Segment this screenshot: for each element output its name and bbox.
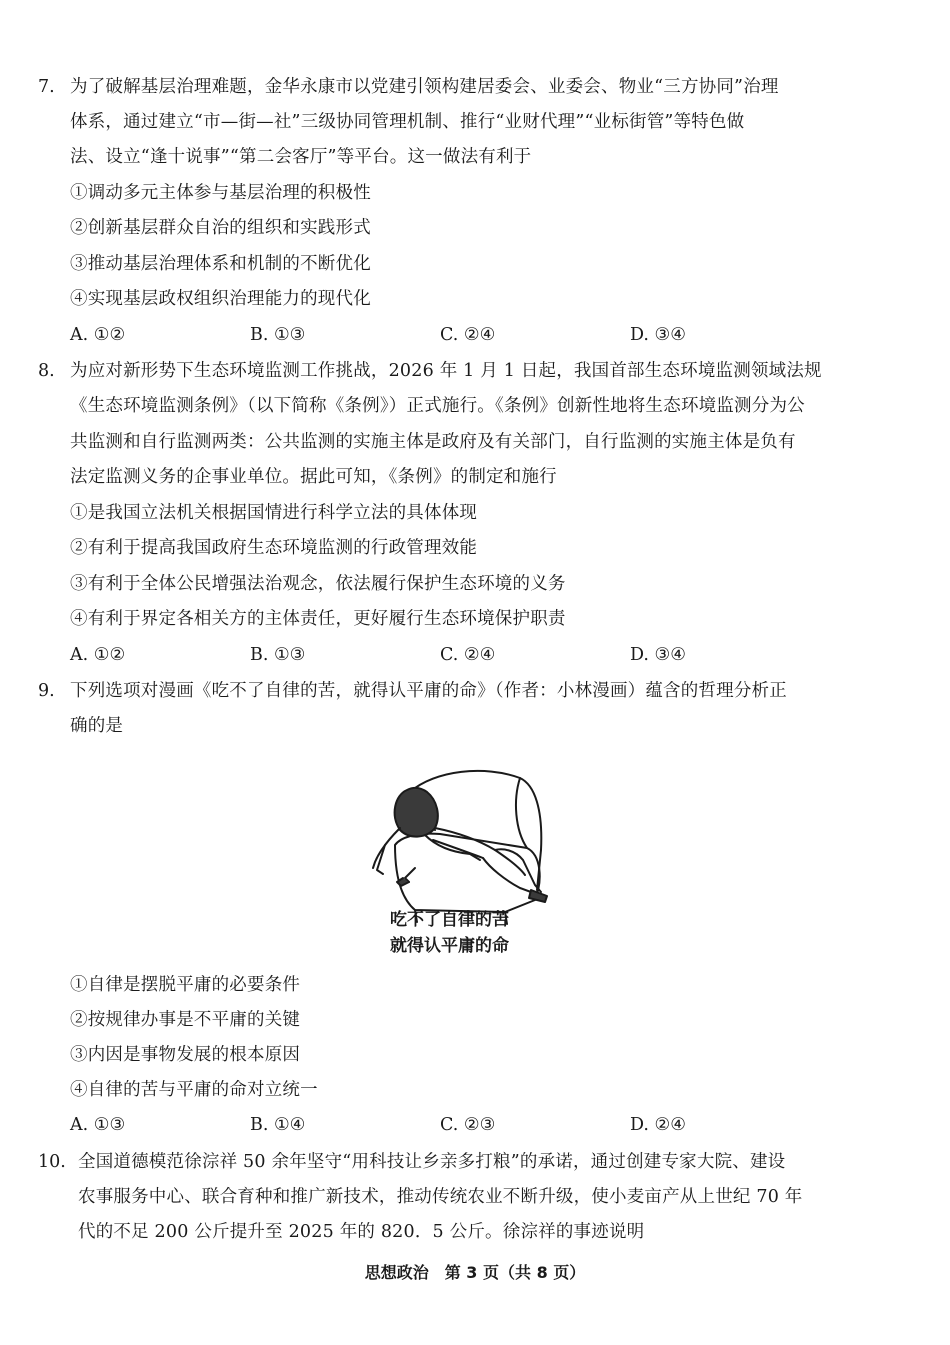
question-10-stem-line-2: 农事服务中心、联合育种和推广新技术，推动传统农业不断升级，使小麦亩产从上世纪 70 年 <box>78 1187 803 1207</box>
question-10-stem-line-1: 全国道德模范徐淙祥 50 余年坚守“用科技让乡亲多打粮”的承诺，通过创建专家大院、建设 <box>78 1152 786 1172</box>
question-8-stem-line-1: 为应对新形势下生态环境监测工作挑战，2026 年 1 月 1 日起，我国首部生态环境监测领域法规 <box>70 361 822 381</box>
question-7-choice-a[interactable]: A. ①② <box>70 325 126 345</box>
question-7-option-2: ②创新基层群众自治的组织和实践形式 <box>70 218 371 238</box>
question-9-choice-b[interactable]: B. ①④ <box>250 1115 306 1135</box>
question-10-stem-line-3: 代的不足 200 公斤提升至 2025 年的 820．5 公斤。徐淙祥的事迹说明 <box>78 1222 645 1242</box>
question-7-option-3: ③推动基层治理体系和机制的不断优化 <box>70 254 371 274</box>
question-7-choice-d[interactable]: D. ③④ <box>630 325 686 345</box>
question-8-number: 8. <box>38 361 55 381</box>
question-8-choice-a[interactable]: A. ①② <box>70 645 126 665</box>
question-9-stem-line-1: 下列选项对漫画《吃不了自律的苦，就得认平庸的命》（作者：小林漫画）蕴含的哲理分析正 <box>70 681 787 701</box>
question-8-option-2: ②有利于提高我国政府生态环境监测的行政管理效能 <box>70 538 478 558</box>
question-8-option-3: ③有利于全体公民增强法治观念，依法履行保护生态环境的义务 <box>70 574 566 594</box>
question-8-stem-line-3: 共监测和自行监测两类：公共监测的实施主体是政府及有关部门，自行监测的实施主体是负有 <box>70 432 796 452</box>
question-7-stem-line-2: 体系，通过建立“市—街—社”三级协同管理机制、推行“业财代理”“业标街管”等特色做 <box>70 112 745 132</box>
question-9-stem-line-2: 确的是 <box>70 716 124 736</box>
cartoon-caption-line-1: 吃不了自律的苦 <box>390 910 509 930</box>
question-8-stem-line-4: 法定监测义务的企事业单位。据此可知，《条例》的制定和施行 <box>70 467 557 487</box>
question-9-option-2: ②按规律办事是不平庸的关键 <box>70 1010 301 1030</box>
question-9-choice-a[interactable]: A. ①③ <box>70 1115 126 1135</box>
question-8-choice-c[interactable]: C. ②④ <box>440 645 496 665</box>
question-7-stem-line-3: 法、设立“逢十说事”“第二会客厅”等平台。这一做法有利于 <box>70 147 532 167</box>
question-9-option-4: ④自律的苦与平庸的命对立统一 <box>70 1080 318 1100</box>
question-10-number: 10. <box>38 1152 66 1172</box>
question-7-number: 7. <box>38 77 55 97</box>
question-9-option-1: ①自律是摆脱平庸的必要条件 <box>70 975 301 995</box>
question-7-choice-b[interactable]: B. ①③ <box>250 325 306 345</box>
cartoon-caption-line-2: 就得认平庸的命 <box>390 936 509 956</box>
question-9-number: 9. <box>38 681 55 701</box>
question-7-option-4: ④实现基层政权组织治理能力的现代化 <box>70 289 371 309</box>
question-7-option-1: ①调动多元主体参与基层治理的积极性 <box>70 183 371 203</box>
question-8-choice-b[interactable]: B. ①③ <box>250 645 306 665</box>
question-8-choice-d[interactable]: D. ③④ <box>630 645 686 665</box>
question-8-stem-line-2: 《生态环境监测条例》（以下简称《条例》）正式施行。《条例》创新性地将生态环境监测分为公 <box>70 396 805 416</box>
question-8-option-4: ④有利于界定各相关方的主体责任，更好履行生态环境保护职责 <box>70 609 566 629</box>
question-7-stem-line-1: 为了破解基层治理难题，金华永康市以党建引领构建居委会、业委会、物业“三方协同”治理 <box>70 77 779 97</box>
page-footer: 思想政治 第 3 页（共 8 页） <box>364 1263 586 1282</box>
question-8-option-1: ①是我国立法机关根据国情进行科学立法的具体体现 <box>70 503 478 523</box>
question-9-option-3: ③内因是事物发展的根本原因 <box>70 1045 301 1065</box>
question-9-choice-d[interactable]: D. ②④ <box>630 1115 686 1135</box>
question-9-choice-c[interactable]: C. ②③ <box>440 1115 496 1135</box>
question-7-choice-c[interactable]: C. ②④ <box>440 325 496 345</box>
